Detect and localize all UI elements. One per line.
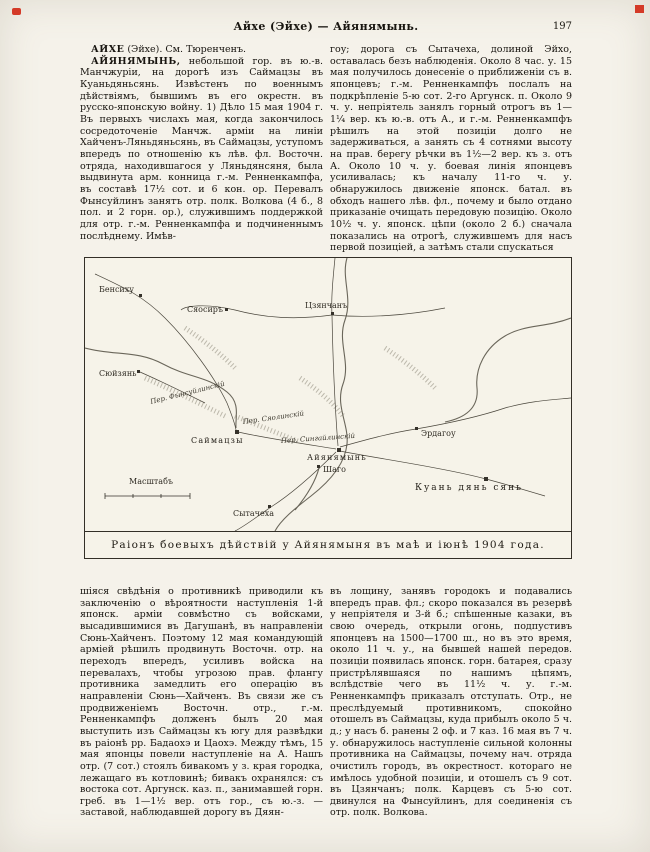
red-ink-mark-left bbox=[12, 8, 21, 15]
left-bottom-text: шіяся свѣдѣнія о противникѣ приводили къ заключенію о вѣроятности наступленія 1-й японск. арміи совмѣстно съ войсками, высадившимися въ Дагушанѣ, въ направленіи Сюнь-Хайченъ. Поэтому 12 мая командующій арміей рѣшилъ продвинуть Восточн. отр. на переходъ впередъ, усиливъ войска на перевалахъ, чтобы угрозою прав. флангу противника замедлить его операцію въ направленіи Сюнь—Хайченъ. Въ связи же съ продвиженіемъ Восточн. отр., г.-м. Ренненкампфъ долженъ былъ 20 мая выступить изъ Саймацзы къ югу для развѣдки въ раіонѣ рр. Бадаохэ и Цаохэ. Между тѣмъ, 15 мая японцы повели наступленіе на А. Нашъ отр. (7 сот.) стоялъ бивакомъ у з. края городка, лежащаго въ котловинѣ; бивакъ охранялся: съ востока сот. Аргунск. каз. п., занимавшей горн. греб. въ 1—1½ вер. отъ гор., съ ю.-з. — заставой, наблюдавшей дорогу въ Дяян- bbox=[80, 586, 323, 819]
map-label-syuyzyan: Сюйзянь bbox=[99, 369, 137, 378]
map-caption: Раіонъ боевыхъ дѣйствій у Айянямыня въ маѣ и іюнѣ 1904 года. bbox=[85, 531, 571, 558]
map-label-erdagou: Эрдагоу bbox=[421, 429, 456, 438]
right-bottom-text: въ лощину, занявъ городокъ и подавались впередъ прав. фл.; скоро показался въ резервѣ у непріятеля и 3-й б.; спѣшенные казаки, въ свою очередь, открыли огонь, подпустивъ японцевъ на 1500—1700 ш., но въ это время, около 11 ч. у., на бывшей нашей передов. позиціи появилась японск. горн. батарея, сразу пристрѣлявшаяся по нашимъ цѣпямъ, вслѣдствіе чего въ 11½ ч. у. г.-м. Ренненкампфъ приказалъ отступать. Отр., не преслѣдуемый противникомъ, спокойно отошелъ въ Саймацзы, куда прибылъ около 5 ч. д.; у насъ б. ранены 2 оф. и 7 каз. 16 мая въ 7 ч. у. обнаружилось наступленіе сильной колонны противника на Саймацзы, почему нач. отряда очистилъ городъ, въ окрестност. котораго не имѣлось удобной позиціи, и отошелъ съ 9 сот. въ Цзянчанъ; полк. Карцевъ съ 5-ю сот. двинулся на Фынсуйлинъ, для соединенія съ отр. полк. Волкова. bbox=[330, 586, 572, 819]
right-column-bottom bbox=[330, 586, 572, 826]
red-ink-mark-right bbox=[635, 5, 644, 13]
map-label-syaosir: Сяосиръ bbox=[187, 305, 224, 314]
map-label-shago: Шаго bbox=[323, 465, 346, 474]
map-scale-label: Масштабъ bbox=[129, 477, 173, 486]
right-column-top bbox=[330, 44, 572, 256]
running-head bbox=[80, 20, 572, 34]
map-label-per-singaylinsky: Пер. Сингайлинскій bbox=[280, 431, 356, 445]
map-drawing bbox=[85, 258, 571, 531]
map-label-sytacheha: Сытачеха bbox=[233, 509, 274, 518]
map-figure bbox=[84, 257, 572, 559]
map-scale bbox=[105, 477, 190, 499]
entry-aihe-term: АЙХЕ bbox=[91, 44, 125, 55]
map-mountain-hachures bbox=[145, 328, 435, 442]
entry-aiyanyamyn bbox=[80, 56, 323, 243]
right-top-text: гоу; дорога съ Сытачеха, долиной Эйхо, оставалась безъ наблюденія. Около 8 час. у. 15 мая получилось донесеніе о приближеніи съ в. японцевъ; г.-м. Ренненкампфъ послалъ на подкрѣпленіе 5-ю сот. 2-го Аргунск. п. Около 9 ч. у. непріятель занялъ горный отрогъ въ 1—1¼ вер. къ ю.-в. отъ А., и г.-м. Ренненкампфъ рѣшилъ на этой позиціи долго не задерживаться, а занять съ 4 сотнями высоту на прав. берегу рѣчки въ 1½—2 вер. къ з. отъ А. Около 10 ч. у. боевая линія японцевъ усиливалась; къ началу 11-го ч. у. обнаружилось движеніе японск. батал. въ обходъ нашего лѣв. фл., почему и было отдано приказаніе очищать передовую позицію. Около 10½ ч. у. японск. цѣпи (около 2 б.) сначала показались на отрогѣ, служившемъ для насъ первой позиціей, а затѣмъ стали спускаться bbox=[330, 44, 572, 254]
map-label-kuandyansyan: Куань дянь сянь bbox=[415, 483, 523, 493]
running-head-title: Айхе (Эйхе) — Айянямынь. bbox=[233, 20, 419, 33]
map-label-per-syaolinsky: Пер. Сяолинскій bbox=[242, 409, 305, 426]
left-column-top bbox=[80, 44, 323, 256]
map-town-markers bbox=[137, 294, 488, 508]
map-label-tszyanchan: Цзянчанъ bbox=[305, 301, 348, 310]
map-label-bensihu: Бенсиху bbox=[99, 285, 134, 294]
entry-aihe-text: (Эйхе). См. Тюренченъ. bbox=[124, 44, 247, 55]
map-label-per-fynsuylinsky: Пер. Фынсуйлинскій bbox=[149, 379, 226, 406]
entry-aiyanyamyn-term: АЙЯНЯМЫНЬ, bbox=[91, 55, 181, 67]
map-label-ayyanyamyn: Айянямынь bbox=[307, 453, 367, 462]
entry-aiyanyamyn-text: небольшой гор. въ ю.-в. Манчжуріи, на дорогѣ изъ Саймацзы въ Куаньдяньсянь. Извѣстенъ по военнымъ дѣйствіямъ, бывшимъ въ его окрестн. въ русско-японскую войну. 1) Дѣло 15 мая 1904 г. Въ первыхъ числахъ мая, когда закончилось сосредоточеніе Манчж. арміи на линіи Хайченъ-Ляньдяньсянь, въ Саймацзы, уступомъ впередъ по отношенію къ лѣв. фл. Восточн. отряда, находившагося у Ляньдянсяня, была выдвинута арм. конница г.-м. Ренненкампфа, въ составѣ 17½ сот. и 6 кон. ор. Перевалъ Фынсуйлинъ занятъ отр. полк. Волкова (4 б., 8 пол. и 2 горн. ор.), служившимъ поддержкой для отр. г.-м. Ренненкампфа и подчиненнымъ послѣднему. Имѣв- bbox=[80, 55, 323, 242]
entry-aihe bbox=[80, 44, 323, 56]
left-column-bottom bbox=[80, 586, 323, 826]
map-label-saymatszy: Саймацзы bbox=[191, 436, 244, 445]
page-number: 197 bbox=[552, 21, 572, 32]
